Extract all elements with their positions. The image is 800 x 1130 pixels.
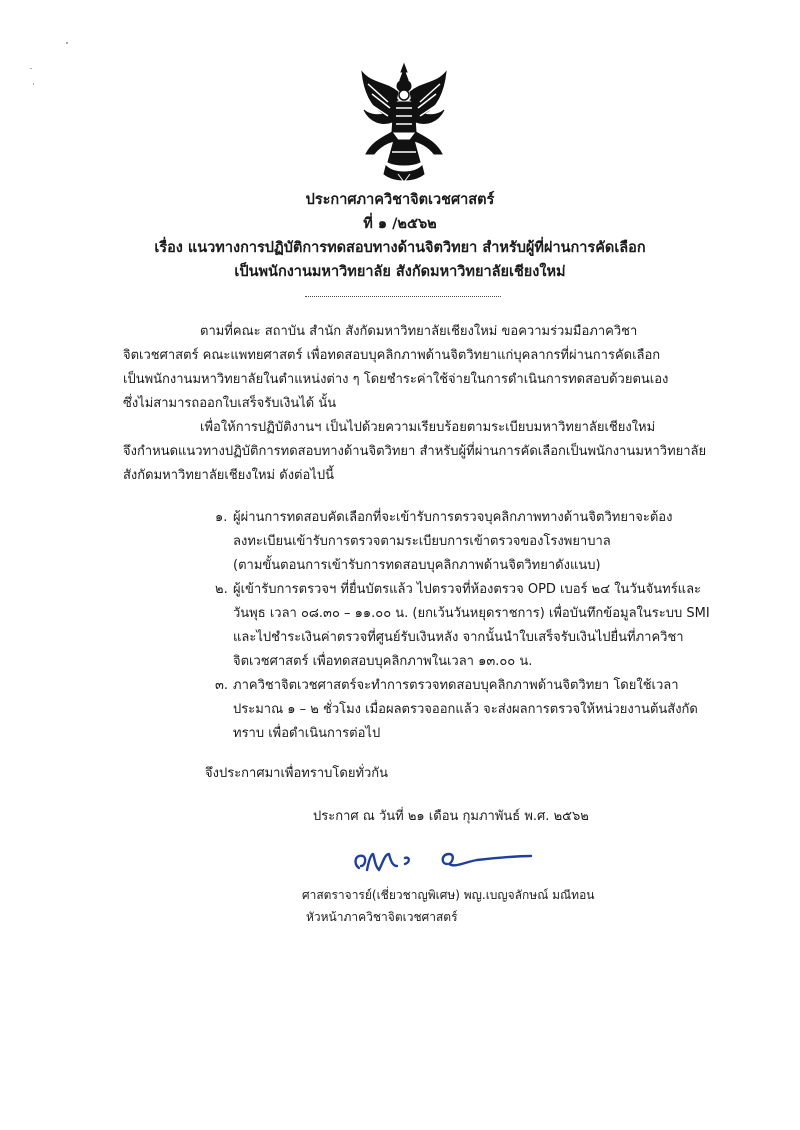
announcement-number: ที่ ๑ /๒๕๖๒ <box>363 216 437 232</box>
subject-line-2: เป็นพนักงานมหาวิทยาลัย สังกัดมหาวิทยาลัยเชียงใหม่ <box>234 264 566 280</box>
list-item-line: (ตามขั้นตอนการเข้ารับการทดสอบบุคลิกภาพด้านจิตวิทยาดังแนบ) <box>233 558 601 573</box>
signer-position: หัวหน้าภาควิชาจิตเวชศาสตร์ <box>306 910 458 924</box>
list-item-number: ๑. <box>215 510 228 525</box>
header-divider <box>305 296 501 297</box>
paragraph-line: ตามที่คณะ สถาบัน สำนัก สังกัดมหาวิทยาลัยเชียงใหม่ ขอความร่วมมือภาควิชา <box>200 324 638 339</box>
list-item-line: ลงทะเบียนเข้ารับการตรวจตามระเบียบการเข้าตรวจของโรงพยาบาล <box>233 534 611 549</box>
list-item-line: ผู้เข้ารับการตรวจฯ ที่ยื่นบัตรแล้ว ไปตรวจที่ห้องตรวจ OPD เบอร์ ๒๔ ในวันจันทร์และ <box>233 582 702 597</box>
paragraph-line: จึงกำหนดแนวทางปฏิบัติการทดสอบทางด้านจิตวิทยา สำหรับผู้ที่ผ่านการคัดเลือกเป็นพนักงานมหาวิทยาลัย <box>123 444 707 459</box>
list-item-line: จิตเวชศาสตร์ เพื่อทดสอบบุคลิกภาพในเวลา ๑๓.๐๐ น. <box>233 654 533 669</box>
paragraph-line: ซึ่งไม่สามารถออกใบเสร็จรับเงินได้ นั้น <box>123 396 337 411</box>
list-item <box>215 578 715 674</box>
list-item-number: ๓. <box>215 678 229 693</box>
list-item-line: และไปชำระเงินค่าตรวจที่ศูนย์รับเงินหลัง จากนั้นนำใบเสร็จรับเงินไปยื่นที่ภาควิชา <box>233 630 684 645</box>
announcement-title: ประกาศภาควิชาจิตเวชศาสตร์ <box>305 192 495 208</box>
paragraph-line: เพื่อให้การปฏิบัติงานฯ เป็นไปด้วยความเรียบร้อยตามระเบียบมหาวิทยาลัยเชียงใหม่ <box>200 420 656 435</box>
list-item-line: ภาควิชาจิตเวชศาสตร์จะทำการตรวจทดสอบบุคลิกภาพด้านจิตวิทยา โดยใช้เวลา <box>233 678 679 693</box>
closing-statement: จึงประกาศมาเพื่อทราบโดยทั่วกัน <box>205 766 389 781</box>
list-item-line: ประมาณ ๑ – ๒ ชั่วโมง เมื่อผลตรวจออกแล้ว จะส่งผลการตรวจให้หน่วยงานต้นสังกัด <box>233 702 698 717</box>
list-item-line: ทราบ เพื่อดำเนินการต่อไป <box>233 726 381 741</box>
handwritten-signature <box>345 840 545 880</box>
scan-speck <box>66 42 68 44</box>
scan-speck <box>30 68 32 69</box>
scan-speck <box>33 83 34 85</box>
paragraph-line: สังกัดมหาวิทยาลัยเชียงใหม่ ดังต่อไปนี้ <box>123 468 334 483</box>
announcement-date: ประกาศ ณ วันที่ ๒๑ เดือน กุมภาพันธ์ พ.ศ. ๒๕๖๒ <box>313 809 589 824</box>
paragraph-line: จิตเวชศาสตร์ คณะแพทยศาสตร์ เพื่อทดสอบบุคลิกภาพด้านจิตวิทยาแก่บุคลากรที่ผ่านการคัดเลือก <box>123 348 661 363</box>
subject-line-1: เรื่อง แนวทางการปฏิบัติการทดสอบทางด้านจิตวิทยา สำหรับผู้ที่ผ่านการคัดเลือก <box>154 240 646 256</box>
list-item <box>215 674 715 746</box>
list-item-line: ผู้ผ่านการทดสอบคัดเลือกที่จะเข้ารับการตรวจบุคลิกภาพทางด้านจิตวิทยาจะต้อง <box>233 510 673 525</box>
list-item <box>215 506 715 578</box>
paragraph-1 <box>123 320 708 416</box>
signer-name: ศาสตราจารย์(เชี่ยวชาญพิเศษ) พญ.เบญจลักษณ์ มณีทอน <box>302 888 595 902</box>
paragraph-line: เป็นพนักงานมหาวิทยาลัยในตำแหน่งต่าง ๆ โดยชำระค่าใช้จ่ายในการดำเนินการทดสอบด้วยตนเอง <box>123 372 669 387</box>
signer-block <box>302 884 595 928</box>
list-item-number: ๒. <box>215 582 228 597</box>
garuda-emblem-icon <box>358 62 450 184</box>
list-item-line: วันพุธ เวลา ๐๘.๓๐ – ๑๑.๐๐ น. (ยกเว้นวันหยุดราชการ) เพื่อบันทึกข้อมูลในระบบ SMI <box>233 606 710 621</box>
paragraph-2 <box>123 416 708 488</box>
